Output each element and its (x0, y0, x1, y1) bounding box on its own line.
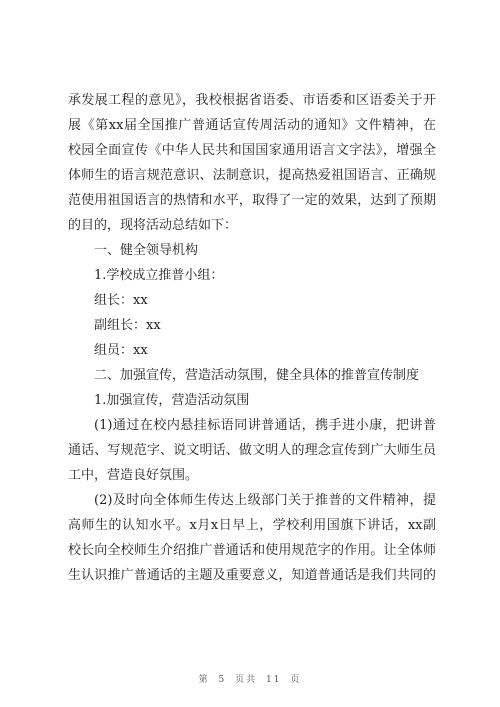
page-footer (0, 672, 500, 685)
list-item-members: 组员：xx (94, 343, 148, 358)
paragraph-line: 高师生的认知水平。x月x日早上，学校利用国旗下讲话，xx副 (68, 518, 436, 533)
list-item-deputy-leader: 副组长：xx (94, 318, 161, 333)
paragraph-line: (1)通过在校内悬挂标语同讲普通话，携手进小康，把讲普 (94, 418, 436, 433)
paragraph-line: 校园全面宣传《中华人民共和国国家通用语言文字法》，增强全 (68, 143, 436, 158)
list-item-leader: 组长：xx (94, 293, 148, 308)
section-heading-1: 一、健全领导机构 (94, 243, 199, 258)
paragraph-line: 范使用祖国语言的热情和水平，取得了一定的效果，达到了预期 (68, 193, 436, 208)
footer-suffix: 页 (290, 675, 302, 685)
paragraph-line: 生认识推广普通话的主题及重要意义，知道普通话是我们共同的 (68, 568, 436, 583)
subsection-heading: 1.加强宣传，营造活动氛围 (94, 393, 250, 408)
paragraph-line: 承发展工程的意见》，我校根据省语委、市语委和区语委关于开 (68, 93, 436, 108)
paragraph-line: 展《第xx届全国推广普通话宣传周活动的通知》文件精神，在 (68, 118, 436, 133)
subsection-heading: 1.学校成立推普小组： (94, 268, 224, 283)
paragraph-line: 校长向全校师生介绍推广普通话和使用规范字的作用。让全体师 (68, 543, 436, 558)
section-heading-2: 二、加强宣传，营造活动氛围，健全具体的推普宣传制度 (94, 368, 420, 383)
footer-middle: 页共 (235, 675, 258, 685)
paragraph-line: 工中，营造良好氛围。 (68, 468, 199, 483)
footer-prefix: 第 (198, 675, 210, 685)
paragraph-line: 体师生的语言规范意识、法制意识，提高热爱祖国语言、正确规 (68, 168, 436, 183)
paragraph-line: (2)及时向全体师生传达上级部门关于推普的文件精神，提 (94, 493, 436, 508)
footer-current-page: 5 (218, 675, 227, 685)
footer-total-pages: 11 (266, 675, 282, 685)
paragraph-line: 的目的，现将活动总结如下： (68, 218, 238, 233)
document-body (68, 88, 436, 588)
paragraph-line: 通话、写规范字、说文明话、做文明人的理念宣传到广大师生员 (68, 443, 436, 458)
